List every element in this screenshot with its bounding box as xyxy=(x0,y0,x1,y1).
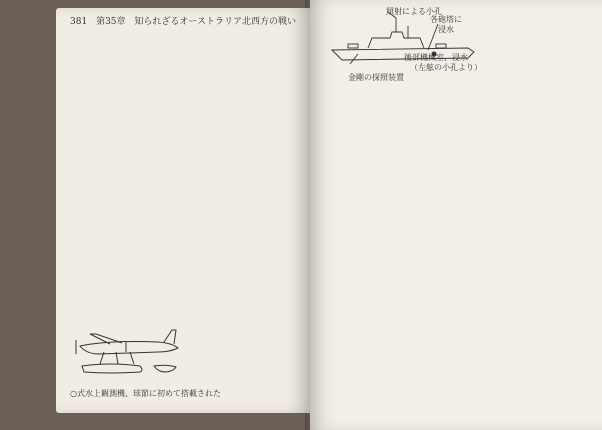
right-page xyxy=(310,0,602,430)
body-text-upper xyxy=(66,32,302,182)
body-text-upper xyxy=(322,90,590,220)
diagram-label-hole: 照射による小孔 xyxy=(386,7,442,16)
figure-caption: 金剛の探照装置 xyxy=(348,73,404,82)
page-number: 381 xyxy=(70,17,88,27)
running-title: 知られざるオーストラリア北西方の戦い xyxy=(134,17,296,27)
chapter-label: 第35章 xyxy=(96,17,126,27)
body-text-lower xyxy=(66,190,302,316)
diagram-label-turret: 各砲塔に xyxy=(430,15,462,24)
seaplane-illustration xyxy=(70,320,190,384)
figure-caption: ○式水上観測機、球節に初めて搭載された xyxy=(70,389,221,398)
diagram-label-engine-room: 後部機械室、浸水 xyxy=(404,53,468,62)
left-page xyxy=(56,8,310,413)
body-text-lower xyxy=(322,226,590,422)
page-header xyxy=(70,14,296,27)
diagram-label-flooding: 浸水 xyxy=(438,25,454,34)
diagram-label-port-hole: （左舷の小孔より） xyxy=(410,63,482,72)
